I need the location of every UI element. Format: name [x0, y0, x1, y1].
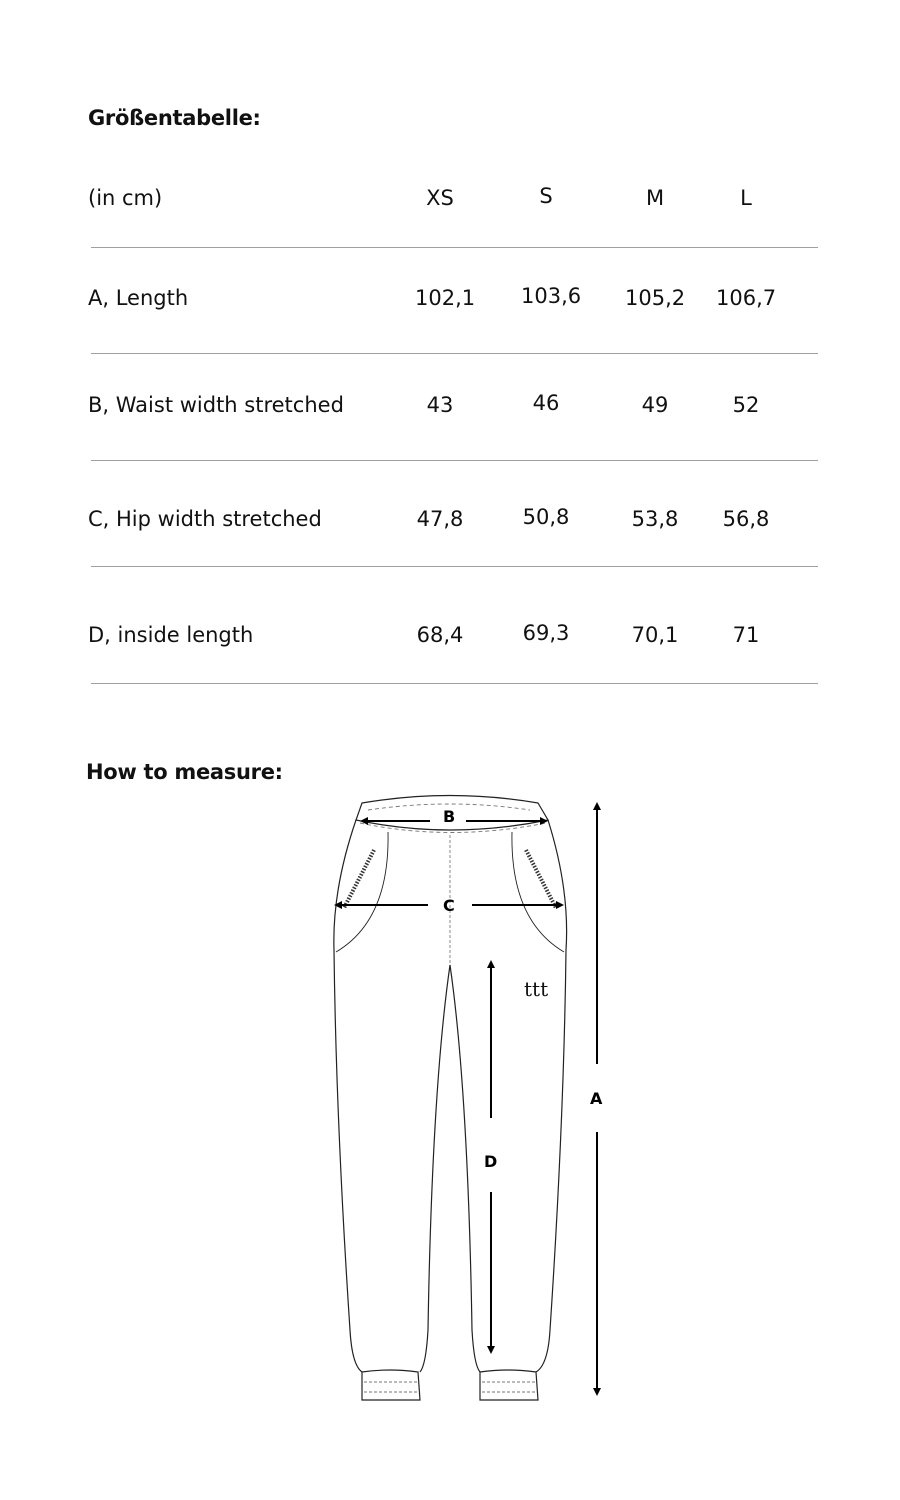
label-b: B — [443, 807, 456, 826]
cell-s: 46 — [532, 391, 560, 415]
pants-outline — [334, 796, 567, 1401]
row-label: A, Length — [88, 286, 189, 310]
row-divider — [91, 460, 818, 461]
row-label: D, inside length — [88, 623, 254, 647]
row-label: B, Waist width stretched — [88, 393, 344, 417]
cell-l: 71 — [732, 623, 760, 647]
cell-s: 50,8 — [522, 505, 570, 529]
cell-xs: 102,1 — [415, 286, 476, 310]
cell-s: 103,6 — [521, 284, 582, 308]
cell-xs: 68,4 — [416, 623, 464, 647]
cell-l: 106,7 — [716, 286, 777, 310]
cell-xs: 43 — [426, 393, 454, 417]
cell-m: 105,2 — [625, 286, 686, 310]
row-divider — [91, 683, 818, 684]
size-header-xs: XS — [426, 186, 454, 210]
table-row-waist — [88, 393, 818, 433]
row-divider — [91, 566, 818, 567]
cell-s: 69,3 — [522, 621, 570, 645]
cell-m: 53,8 — [631, 507, 679, 531]
size-header-s: S — [539, 184, 553, 208]
page-title: Größentabelle: — [88, 106, 261, 130]
row-label: C, Hip width stretched — [88, 507, 322, 531]
pants-measurement-diagram — [320, 790, 620, 1410]
table-row-inside-length — [88, 623, 818, 663]
brand-logo: ttt — [524, 977, 549, 1001]
size-header-l: L — [740, 186, 752, 210]
cell-m: 49 — [641, 393, 669, 417]
label-a: A — [590, 1089, 603, 1108]
table-row-hip — [88, 507, 818, 547]
table-row-length — [88, 286, 818, 326]
cell-xs: 47,8 — [416, 507, 464, 531]
row-divider — [91, 353, 818, 354]
cell-m: 70,1 — [631, 623, 679, 647]
table-header-row — [88, 186, 818, 226]
label-d: D — [484, 1152, 498, 1171]
cell-l: 52 — [732, 393, 760, 417]
how-to-measure-title: How to measure: — [86, 760, 283, 784]
label-c: C — [443, 896, 455, 915]
row-divider — [91, 247, 818, 248]
unit-label: (in cm) — [88, 186, 163, 210]
size-header-m: M — [645, 186, 665, 210]
cell-l: 56,8 — [722, 507, 770, 531]
